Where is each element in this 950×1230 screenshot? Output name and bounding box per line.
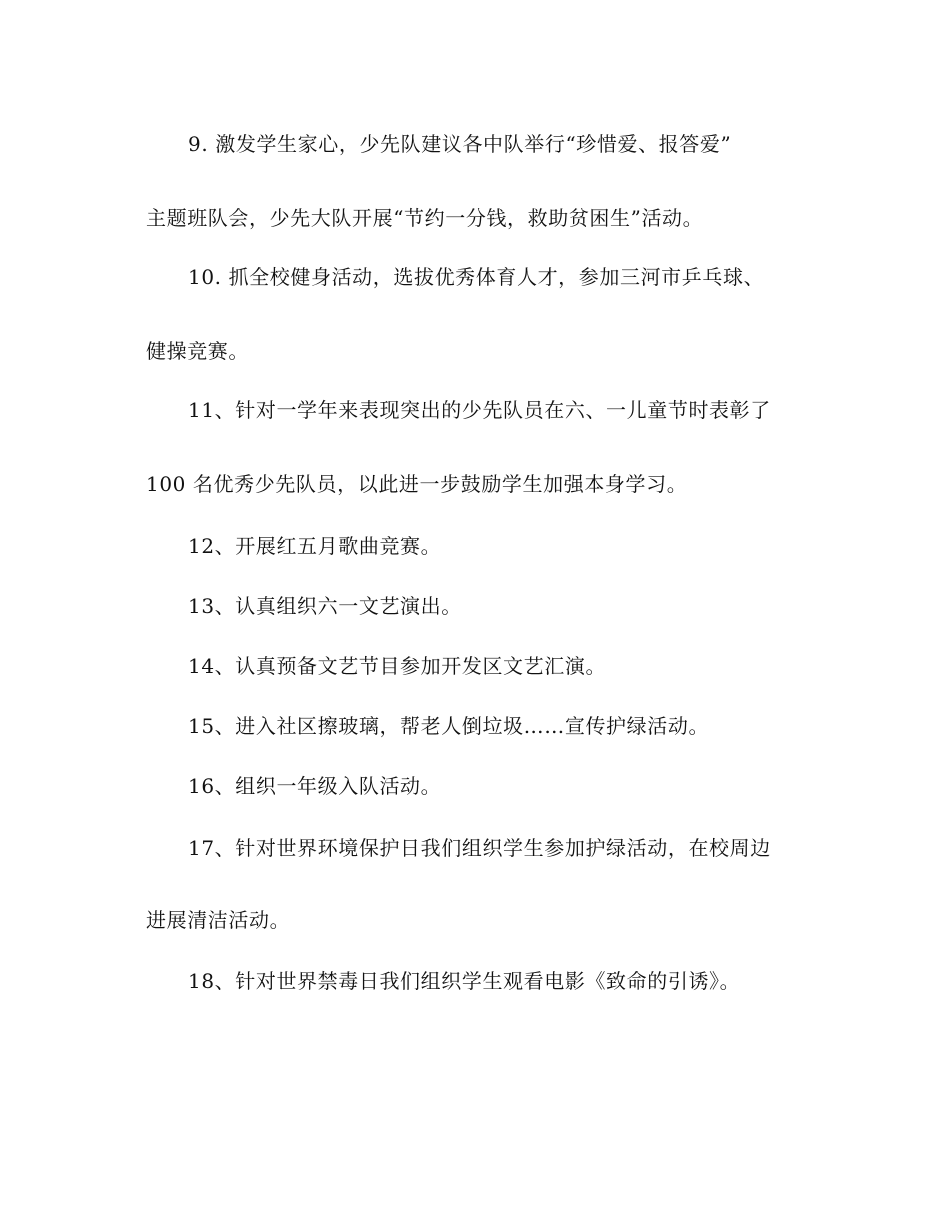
item-14: 14、认真预备文艺节目参加开发区文艺汇演。 — [188, 654, 607, 678]
item-9-line-2: 主题班队会，少先大队开展“节约一分钱，救助贫困生”活动。 — [146, 206, 704, 230]
item-10-line-2: 健操竞赛。 — [146, 339, 249, 363]
item-12: 12、开展红五月歌曲竞赛。 — [188, 534, 442, 558]
item-9-line-1: 9. 激发学生家心，少先队建议各中队举行“珍惜爱、报答爱” — [188, 132, 732, 156]
item-11-line-2: 100 名优秀少先队员，以此进一步鼓励学生加强本身学习。 — [146, 472, 688, 496]
item-17-line-1: 17、针对世界环境保护日我们组织学生参加护绿活动，在校周边 — [188, 836, 771, 860]
item-18: 18、针对世界禁毒日我们组织学生观看电影《致命的引诱》。 — [188, 969, 741, 993]
item-17-line-2: 进展清洁活动。 — [146, 908, 291, 932]
item-16: 16、组织一年级入队活动。 — [188, 774, 442, 798]
item-13: 13、认真组织六一文艺演出。 — [188, 594, 462, 618]
item-10-line-1: 10. 抓全校健身活动，选拔优秀体育人才，参加三河市乒乓球、 — [188, 265, 765, 289]
item-11-line-1: 11、针对一学年来表现突出的少先队员在六、一儿童节时表彰了 — [188, 398, 771, 422]
item-15: 15、进入社区擦玻璃，帮老人倒垃圾……宣传护绿活动。 — [188, 714, 710, 738]
